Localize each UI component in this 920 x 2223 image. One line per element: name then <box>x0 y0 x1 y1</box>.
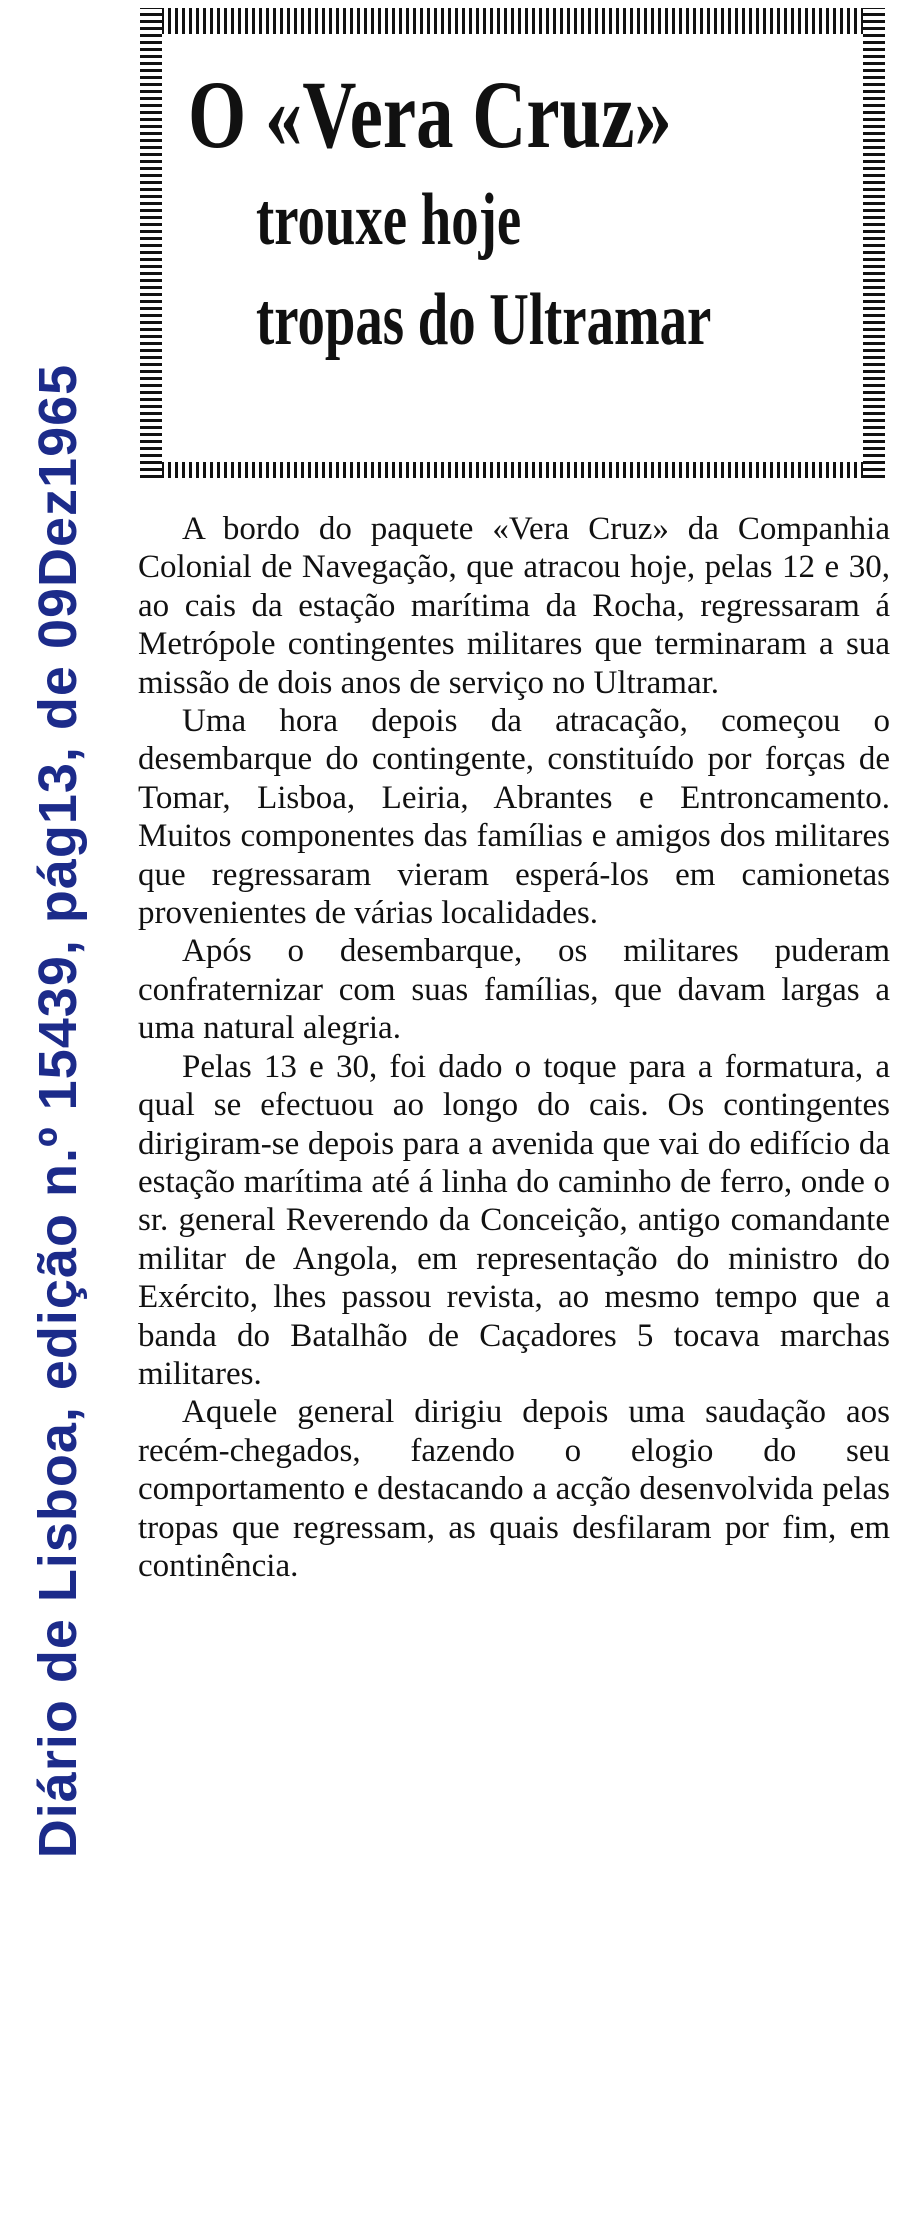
headline-frame-left-border <box>140 8 162 478</box>
paragraph-1: A bordo do paquete «Vera Cruz» da Companhia Colonial de Navegação, que atracou hoje, pelas 12 e 30, ao cais da estação marítima da Rocha, regressaram á Metrópole contingentes militares que terminaram a sua missão de dois anos de serviço no Ultramar. <box>138 511 890 701</box>
paragraph-2: Uma hora depois da atracação, começou o desembarque do contingente, constituído por forças de Tomar, Lisboa, Leiria, Abrantes e Entroncamento. Muitos componentes das famílias e amigos dos militares que regressaram vieram esperá-los em camionetas provenientes de várias localidades. <box>138 703 890 932</box>
headline-line-3: tropas do Ultramar <box>256 279 712 361</box>
headline-line-1: O «Vera Cruz» <box>188 61 672 168</box>
paragraph-4: Pelas 13 e 30, foi dado o toque para a formatura, a qual se efectuou ao longo do cais. Os contingentes dirigiram-se depois para a avenida que vai do edifício da estação marítima até á linha do caminho de ferro, onde o sr. general Reverendo da Conceição, antigo comandante militar de Angola, em representação do ministro do Exército, lhes passou revista, ao mesmo tempo que a banda do Batalhão de Caçadores 5 tocava marchas militares. <box>138 1048 890 1392</box>
headline-frame-right-border <box>863 8 885 478</box>
headline <box>168 60 858 370</box>
headline-line-2: trouxe hoje <box>256 179 522 261</box>
headline-frame-top-border <box>140 8 885 34</box>
paragraph-5: Aquele general dirigiu depois uma saudação aos recém-chegados, fazendo o elogio do seu comportamento e destacando a acção desenvolvida pelas tropas que regressam, as quais desfilaram por fim, em continência. <box>138 1394 890 1584</box>
article-body <box>138 510 890 1585</box>
paragraph-3: Após o desembarque, os militares puderam confraternizar com suas famílias, que davam largas a uma natural alegria. <box>138 933 890 1047</box>
source-caption: Diário de Lisboa, edição n.º 15439, pág13, de 09Dez1965 <box>28 363 88 1859</box>
headline-frame-bottom-border <box>140 462 885 478</box>
